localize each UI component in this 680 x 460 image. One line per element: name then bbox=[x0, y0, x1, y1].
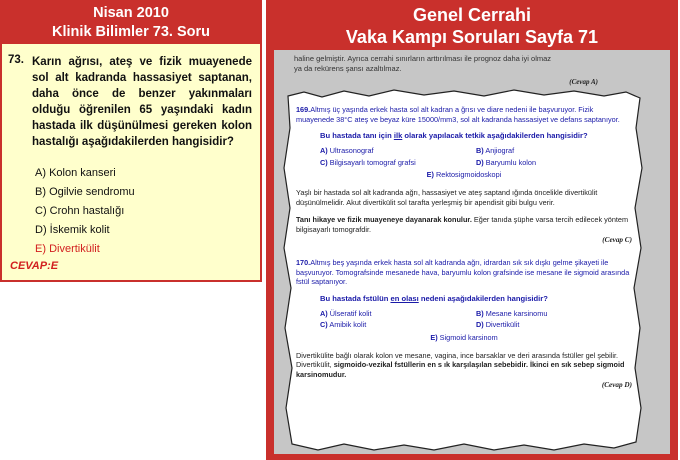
option-letter: D) bbox=[35, 224, 47, 236]
previous-text-line: ya da rekürens şansı azaltılmaz. bbox=[294, 64, 402, 73]
option-label: Divertikülit bbox=[485, 320, 520, 329]
option-label: Mesane karsinomu bbox=[485, 308, 548, 318]
question-part: olarak yapılacak tetkik aşağıdakilerden hangisidir? bbox=[402, 131, 588, 140]
question-emphasis: en olası bbox=[390, 293, 419, 303]
answer-options bbox=[2, 164, 260, 259]
answer-label: CEVAP:E bbox=[10, 260, 59, 272]
case-170-option-e[interactable] bbox=[296, 333, 632, 343]
case-170-question bbox=[296, 294, 632, 304]
case-questions bbox=[296, 105, 632, 389]
question-emphasis: ilk bbox=[393, 131, 403, 140]
case-number: 170. bbox=[296, 258, 311, 267]
question-part: Bu hastada tanı için bbox=[320, 131, 394, 140]
previous-text bbox=[274, 50, 670, 74]
explanation-emphasis: sigmoido-vezikal fstüllerin en s ık karşılaşılan sebebidir. İkinci en sık sebep sigmoid karsinomudur. bbox=[296, 360, 625, 379]
case-169-option-c[interactable] bbox=[320, 158, 476, 168]
explanation-text: Divertikülite bağlı olarak kolon ve mesane, vagina, ince barsaklar ve deri arasında fstüller gel şebilir. Divertikülit, bbox=[296, 350, 619, 369]
option-letter: A) bbox=[320, 308, 328, 318]
case-169-option-e[interactable] bbox=[296, 170, 632, 180]
option-letter: A) bbox=[320, 146, 328, 155]
case-170-option-a[interactable] bbox=[320, 309, 476, 319]
case-170-option-c[interactable] bbox=[320, 320, 476, 330]
option-label: Ultrasonograf bbox=[329, 146, 374, 155]
case-169-option-a[interactable] bbox=[320, 146, 476, 156]
option-letter: C) bbox=[35, 205, 47, 217]
case-169-options bbox=[296, 146, 632, 167]
case-170-answer: (Cevap D) bbox=[601, 381, 632, 389]
option-e[interactable] bbox=[35, 240, 260, 259]
previous-answer: (Cevap A) bbox=[569, 78, 598, 86]
option-label: Crohn hastalığı bbox=[49, 205, 125, 217]
option-letter: C) bbox=[320, 320, 328, 329]
case-170-option-b[interactable] bbox=[476, 309, 632, 319]
option-letter: E) bbox=[430, 332, 438, 342]
option-label: Divertikülit bbox=[49, 243, 100, 255]
option-label: Kolon kanseri bbox=[49, 167, 116, 179]
case-169-answer: (Cevap C) bbox=[602, 236, 632, 244]
option-label: Ülseratif kolit bbox=[329, 308, 372, 318]
case-body: Altmış beş yaşında erkek hasta sol alt kadranda ağrı, idrardan sık sık dışkı gelme şikayeti ile başvuruyor. Tomografsinde mesanede hava, baryumlu kolon grafsinde ise mesane ile sigmoid arasında fstül saptanıyor. bbox=[296, 258, 630, 286]
question-part: nedeni aşağıdakilerden hangisidir? bbox=[418, 293, 548, 303]
option-letter: B) bbox=[476, 146, 484, 155]
case-camp-panel bbox=[266, 0, 678, 460]
option-c[interactable] bbox=[35, 202, 260, 221]
case-separator bbox=[296, 244, 632, 258]
exam-date: Nisan 2010 bbox=[93, 5, 169, 21]
option-letter: D) bbox=[476, 157, 484, 167]
case-170-option-d[interactable] bbox=[476, 320, 632, 330]
case-170-options bbox=[296, 309, 632, 330]
case-169-text bbox=[296, 105, 632, 124]
case-169-option-b[interactable] bbox=[476, 146, 632, 156]
option-label: Ogilvie sendromu bbox=[49, 186, 135, 198]
option-label: Sigmoid karsinom bbox=[439, 332, 498, 342]
case-169-explanation-1: Yaşlı bir hastada sol alt kadranda ağrı, hassasiyet ve ateş saptand ığında öncelikle divertikülit düşünülmelidir. Akut divertikülit sol tarafta yerleşmiş bir apendisit gibi bulgu verir. bbox=[296, 188, 598, 207]
explanation-emphasis: Tanı hikaye ve fizik muayeneye dayanarak konulur. bbox=[296, 215, 472, 224]
question-panel bbox=[0, 0, 262, 282]
previous-text-line: haline gelmiştir. Ayrıca cerrahi sınırların arttırılması ile prognoz daha iyi olmaz bbox=[294, 54, 552, 63]
section-title: Genel Cerrahi bbox=[412, 5, 532, 25]
question-part: Bu hastada fstülün bbox=[320, 293, 391, 303]
question-text: Karın ağrısı, ateş ve fizik muayenede sol alt kadranda hassasiyet saptanan, daha önce de benzer yakınmaları olduğu öğrenilen 65 yaşındaki kadın hastada ilk düşünülmesi gereken kolon hastalığı aşağıdakilerden hangisidir? bbox=[32, 56, 252, 148]
option-b[interactable] bbox=[35, 183, 260, 202]
option-label: Baryumlu kolon bbox=[485, 157, 537, 167]
option-letter: E) bbox=[35, 243, 46, 255]
exam-question-ref: Klinik Bilimler 73. Soru bbox=[52, 24, 210, 40]
case-camp-header bbox=[266, 0, 678, 50]
case-169-explanation-2 bbox=[296, 215, 632, 234]
case-169-option-d[interactable] bbox=[476, 158, 632, 168]
option-a[interactable] bbox=[35, 164, 260, 183]
question-block bbox=[2, 44, 260, 150]
case-body: Altmış üç yaşında erkek hasta sol alt kadran a ğrısı ve diare nedeni ile başvuruyor. Fizik muayenede 38°C ateş ve beyaz küre 15000/mm3, sol alt kadranda hassasiyet ve defans saptanıyor. bbox=[296, 105, 620, 124]
option-label: Amibik kolit bbox=[329, 320, 367, 329]
option-letter: B) bbox=[35, 186, 46, 198]
case-170-explanation bbox=[296, 351, 632, 380]
option-letter: D) bbox=[476, 320, 484, 329]
explanation-text: Eğer tanıda şüphe varsa tercih edilecek yöntem bilgisayarlı tomografdir. bbox=[296, 215, 629, 234]
option-label: Rektosigmoidoskopi bbox=[436, 170, 502, 179]
page-title: Vaka Kampı Soruları Sayfa 71 bbox=[345, 27, 599, 47]
case-number: 169. bbox=[296, 105, 311, 114]
option-label: Anjiograf bbox=[485, 146, 515, 155]
book-page bbox=[274, 50, 670, 454]
option-letter: A) bbox=[35, 167, 46, 179]
option-letter: C) bbox=[320, 157, 328, 167]
question-panel-header bbox=[2, 2, 260, 44]
option-label: Bilgisayarlı tomograf grafsi bbox=[329, 157, 416, 167]
case-170-text bbox=[296, 258, 632, 287]
option-d[interactable] bbox=[35, 221, 260, 240]
option-label: İskemik kolit bbox=[49, 224, 110, 236]
option-letter: E) bbox=[426, 170, 434, 179]
option-letter: B) bbox=[476, 308, 484, 318]
question-number: 73. bbox=[8, 54, 24, 66]
case-169-question bbox=[296, 131, 632, 141]
